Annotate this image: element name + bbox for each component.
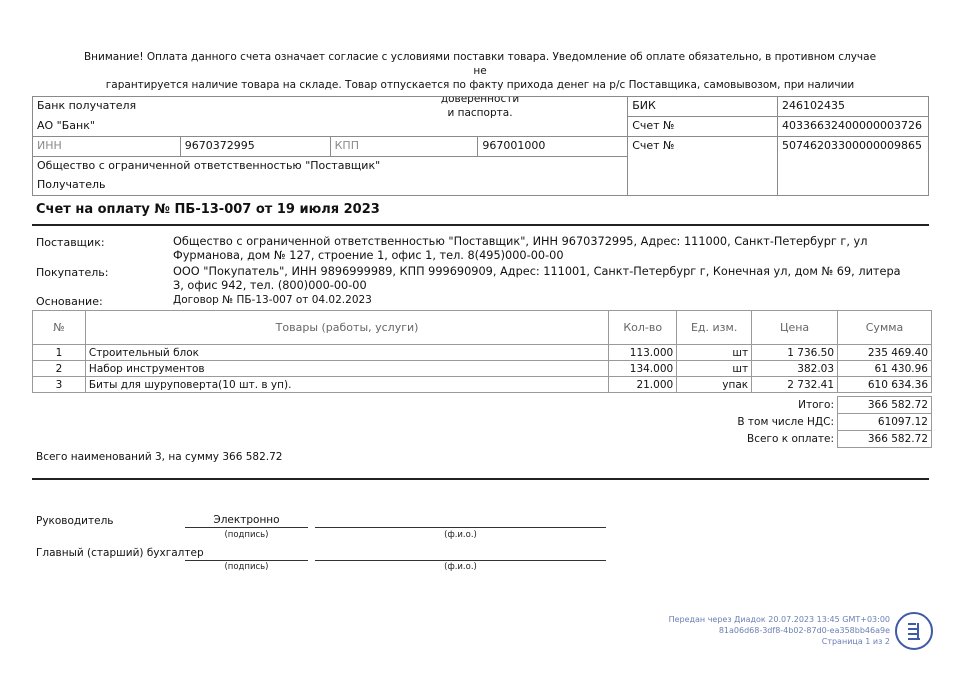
diadoc-stamp	[669, 614, 890, 647]
diadoc-logo-icon	[895, 612, 933, 650]
corr-account-value: 40336632400000003726	[777, 117, 928, 137]
bik-value: 246102435	[777, 97, 928, 117]
accountant-name-caption: (ф.и.о.)	[444, 562, 477, 572]
accountant-sign-caption: (подпись)	[224, 562, 269, 572]
diadoc-logo-glyph-icon	[897, 614, 931, 648]
row-unit: шт	[677, 345, 752, 361]
inn-value: 9670372995	[180, 137, 330, 157]
kpp-label: КПП	[330, 137, 478, 157]
header-sum: Сумма	[838, 311, 932, 345]
vat-value: 61097.12	[838, 414, 932, 431]
recipient-name: Общество с ограниченной ответственностью "Поставщик"	[33, 157, 628, 177]
items-summary: Всего наименований 3, на сумму 366 582.72	[36, 451, 283, 463]
vat-label: В том числе НДС:	[737, 416, 834, 428]
account-label: Счет №	[628, 137, 778, 196]
bik-label: БИК	[628, 97, 778, 117]
title-divider	[32, 224, 929, 226]
to-pay-label: Всего к оплате:	[747, 433, 834, 445]
stamp-line-1: Передан через Диадок 20.07.2023 13:45 GMT+03:00	[668, 615, 890, 624]
stamp-line-2: 81a06d68-3df8-4b02-87d0-ea358bb46a9e	[718, 626, 890, 635]
header-name: Товары (работы, услуги)	[85, 311, 608, 345]
header-num: №	[33, 311, 86, 345]
items-table	[32, 310, 932, 393]
items-header-row	[33, 311, 932, 345]
row-qty: 21.000	[609, 377, 677, 393]
row-unit: упак	[677, 377, 752, 393]
basis-label: Основание:	[36, 295, 103, 308]
notice-line-1: Внимание! Оплата данного счета означает согласие с условиями поставки товара. Уведомление об оплате обязательно, в противном случае не	[83, 51, 877, 77]
header-price: Цена	[752, 311, 838, 345]
accountant-name-line	[315, 560, 606, 561]
to-pay-value: 366 582.72	[838, 431, 932, 448]
recipient-label: Получатель	[33, 176, 628, 196]
director-sign-line	[185, 527, 308, 528]
director-sign-caption: (подпись)	[224, 530, 269, 540]
invoice-title: Счет на оплату № ПБ-13-007 от 19 июля 2023	[36, 202, 380, 217]
table-row	[33, 377, 932, 393]
notice-line-2: гарантируется наличие товара на складе. Товар отпускается по факту прихода денег на р/с Поставщика, самовывозом, при наличии доверенности	[105, 79, 855, 105]
director-sign: Электронно	[213, 514, 280, 526]
director-name-caption: (ф.и.о.)	[444, 530, 477, 540]
basis-value: Договор № ПБ-13-007 от 04.02.2023	[173, 294, 372, 306]
row-qty: 113.000	[609, 345, 677, 361]
total-label: Итого:	[798, 399, 834, 411]
table-row	[33, 361, 932, 377]
row-price: 2 732.41	[752, 377, 838, 393]
accountant-label: Главный (старший) бухгалтер	[36, 547, 204, 559]
director-label: Руководитель	[36, 515, 114, 527]
header-qty: Кол-во	[609, 311, 677, 345]
row-sum: 610 634.36	[838, 377, 932, 393]
accountant-sign-line	[185, 560, 308, 561]
row-unit: шт	[677, 361, 752, 377]
supplier-label: Поставщик:	[36, 236, 105, 249]
supplier-value: Общество с ограниченной ответственностью "Поставщик", ИНН 9670372995, Адрес: 111000, Санкт-Петербург г, ул Фурманова, дом № 127, строение 1, офис 1, тел. 8(495)000-00-00	[173, 235, 868, 262]
buyer-value: ООО "Покупатель", ИНН 9896999989, КПП 999690909, Адрес: 111001, Санкт-Петербург г, Конечная ул, дом № 69, литера З, офис 942, тел. (800)000-00-00	[173, 265, 901, 292]
summary-divider	[32, 478, 929, 480]
bank-details-table	[32, 96, 929, 196]
corr-account-label: Счет №	[628, 117, 778, 137]
row-qty: 134.000	[609, 361, 677, 377]
row-name: Набор инструментов	[85, 361, 608, 377]
row-num: 3	[33, 377, 86, 393]
row-sum: 235 469.40	[838, 345, 932, 361]
row-sum: 61 430.96	[838, 361, 932, 377]
row-price: 1 736.50	[752, 345, 838, 361]
total-value: 366 582.72	[838, 397, 932, 414]
row-name: Биты для шуруповерта(10 шт. в уп).	[85, 377, 608, 393]
row-price: 382.03	[752, 361, 838, 377]
inn-label: ИНН	[33, 137, 181, 157]
row-num: 1	[33, 345, 86, 361]
totals-table	[32, 396, 932, 448]
stamp-line-3: Страница 1 из 2	[821, 637, 890, 646]
buyer-label: Покупатель:	[36, 266, 109, 279]
recipient-bank-label: Банк получателя	[33, 97, 628, 117]
table-row	[33, 345, 932, 361]
row-num: 2	[33, 361, 86, 377]
kpp-value: 967001000	[478, 137, 628, 157]
row-name: Строительный блок	[85, 345, 608, 361]
director-name-line	[315, 527, 606, 528]
account-value: 50746203300000009865	[777, 137, 928, 196]
notice-line-3: и паспорта.	[447, 107, 513, 119]
recipient-bank-name: АО "Банк"	[33, 117, 628, 137]
header-unit: Ед. изм.	[677, 311, 752, 345]
